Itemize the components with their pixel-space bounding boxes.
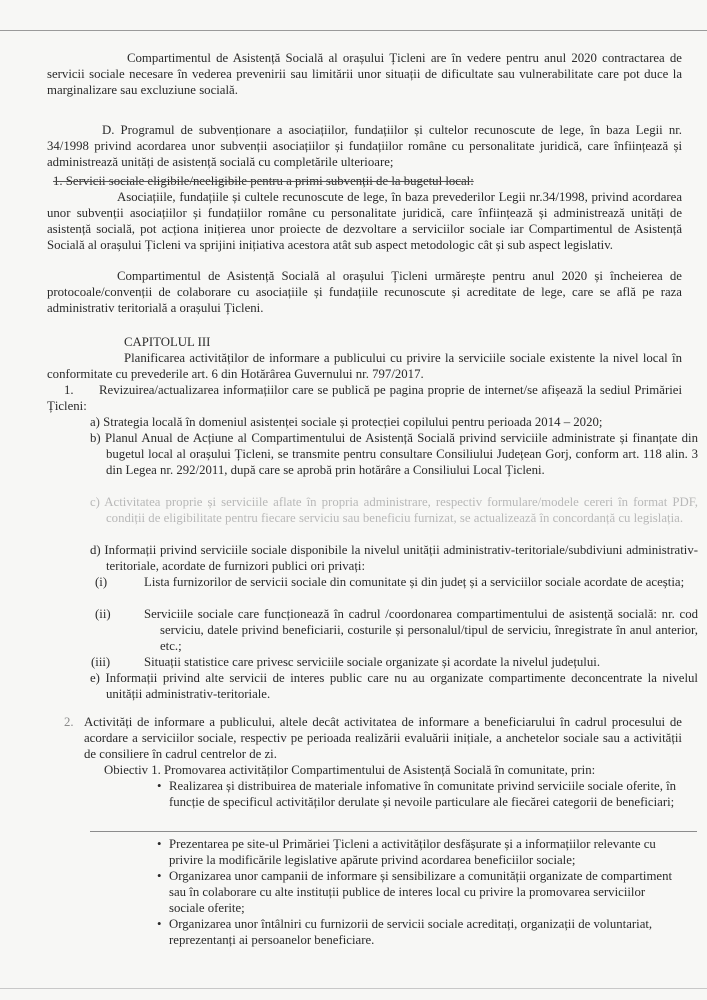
chapter-title: CAPITOLUL III [124,335,211,349]
top-rule [0,30,707,31]
item1-text: Revizuirea/actualizarea informațiilor care se publică pe pagina proprie de internet/se afișează la sediul Primăriei Țicleni: [47,383,682,413]
page-divider [90,831,697,832]
item1-ii: Serviciile sociale care funcționează în cadrul /coordonarea compartimentului de asistență socială: nr. cod serviciu, datele privind beneficiarii, costurile și personalul/tipul de serviciu, înregistrate în anul anterior, etc.; [144,607,698,653]
item1-e: e) Informații privind alte servicii de interes public care nu au organizate compartimente deconcentrate la nivelul unității administrativ-teritoriale. [90,671,698,701]
item1-i-number: (i) [95,575,108,589]
item1-iii-number: (iii) [91,655,111,669]
bullet-item-3: • Organizarea unor campanii de informare și sensibilizare a comunității organizate de compartiment sau în colaborare cu alte instituții publice de interes local cu privire la promovarea serviciilor sociale oferite; [157,869,673,915]
item1-i: Lista furnizorilor de servicii sociale din comunitate și din județ și a serviciilor sociale acordate de aceștia; [144,575,685,589]
bottom-rule [0,988,707,989]
bullet-item-2: • Prezentarea pe site-ul Primăriei Țicleni a activităților desfășurate și a informațiilor relevante cu privire la modificările legislative apărute privind acordarea beneficiilor sociale; [157,837,656,867]
bullet-item-4: • Organizarea unor întâlniri cu furnizorii de servicii sociale acreditați, organizații de voluntariat, reprezentanți ai persoanelor beneficiare. [157,917,653,947]
section-d-item1: 1. Servicii sociale eligibile/neeligibile pentru a primi subvenții de la bugetul local: [53,174,474,188]
intro-paragraph: Compartimentul de Asistență Socială al orașului Țicleni are în vedere pentru anul 2020 contractarea de servicii sociale necesare în vederea prevenirii sau limitării unor situații de dificultate sau vulnerabilitate care pot duce la marginalizare sau excluziune socială. [47,51,682,97]
item1-number: 1. [64,383,74,397]
chapter-subtitle: Planificarea activităților de informare a publicului cu privire la serviciile sociale existente la nivel local în conformitate cu prevederile art. 6 din Hotărârea Guvernului nr. 797/2017. [47,351,682,381]
bullet-item-1: • Realizarea și distribuirea de materiale infomative în comunitate privind serviciile sociale oferite, în funcție de specificul activităților derulate și nevoile particulare ale fiecărei categorii de beneficiari; [157,779,677,809]
section-d-heading: D. Programul de subvenționare a asociațiilor, fundațiilor și cultelor recunoscute de lege, în baza Legii nr. 34/1998 privind acordarea unor subvenții asociațiilor și fundațiilor române cu personalitate juridică, care înființează și administrează unități de asistență socială cu completările ulterioare; [47,123,682,169]
item1-a: a) Strategia locală în domeniul asistenței sociale și protecției copilului pentru perioada 2014 – 2020; [90,415,603,429]
objective-1: Obiectiv 1. Promovarea activităților Compartimentului de Asistență Socială în comunitate, prin: [104,763,596,777]
item1-c: c) Activitatea proprie și serviciile aflate în propria administrare, respectiv formulare/modele cereri în format PDF, condiții de eligibilitate pentru fiecare serviciu sau beneficiu furnizat, se actualizează în concordanță cu legislația. [90,495,698,525]
item2-number: 2. [64,715,74,729]
item1-d: d) Informații privind serviciile sociale disponibile la nivelul unității administrativ-teritoriale/subdiviuni administrativ-teritoriale, acordate de furnizori publici ori privați: [90,543,698,573]
item2-text: Activități de informare a publicului, altele decât activitatea de informare a beneficiarului în cadrul procesului de acordare a serviciilor sociale, respectiv pe perioada realizării evaluării inițiale, a anchetelor sociale sau a activității de consiliere în cadrul centrelor de zi. [84,715,682,761]
item1-ii-number: (ii) [95,607,111,621]
item1-b: b) Planul Anual de Acțiune al Compartimentului de Asistență Socială privind serviciile administrate și finanțate din bugetul local al orașului Țicleni, se transmite pentru consultare Consiliului Județean Gorj, conform art. 118 alin. 3 din Legea nr. 292/2011, după care se aprobă prin hotărâre a Consiliului Local Țicleni. [90,431,698,477]
section-d-paragraph2: Compartimentul de Asistență Socială al orașului Țicleni urmărește pentru anul 2020 și încheierea de protocoale/convenții de colaborare cu asociațiile și fundațiile recunoscute și acreditate de lege, care se află pe raza administrativ teritorială a orașului Țicleni. [47,269,682,315]
section-d-paragraph1: Asociațiile, fundațiile și cultele recunoscute de lege, în baza prevederilor Legii nr.34/1998, privind acordarea unor subvenții asociațiilor și fundațiilor române cu personalitate juridică, care înființează și administrează unități de asistență socială, pot acționa inițierea unor proiecte de dezvoltare a serviciilor sociale iar Compartimentul de Asistență Socială al orașului Țicleni va sprijini inițiativa acestora atât sub aspect metodologic cât și sub aspect legislativ. [47,190,682,252]
item1-iii: Situații statistice care privesc serviciile sociale organizate și acordate la nivelul județului. [144,655,601,669]
